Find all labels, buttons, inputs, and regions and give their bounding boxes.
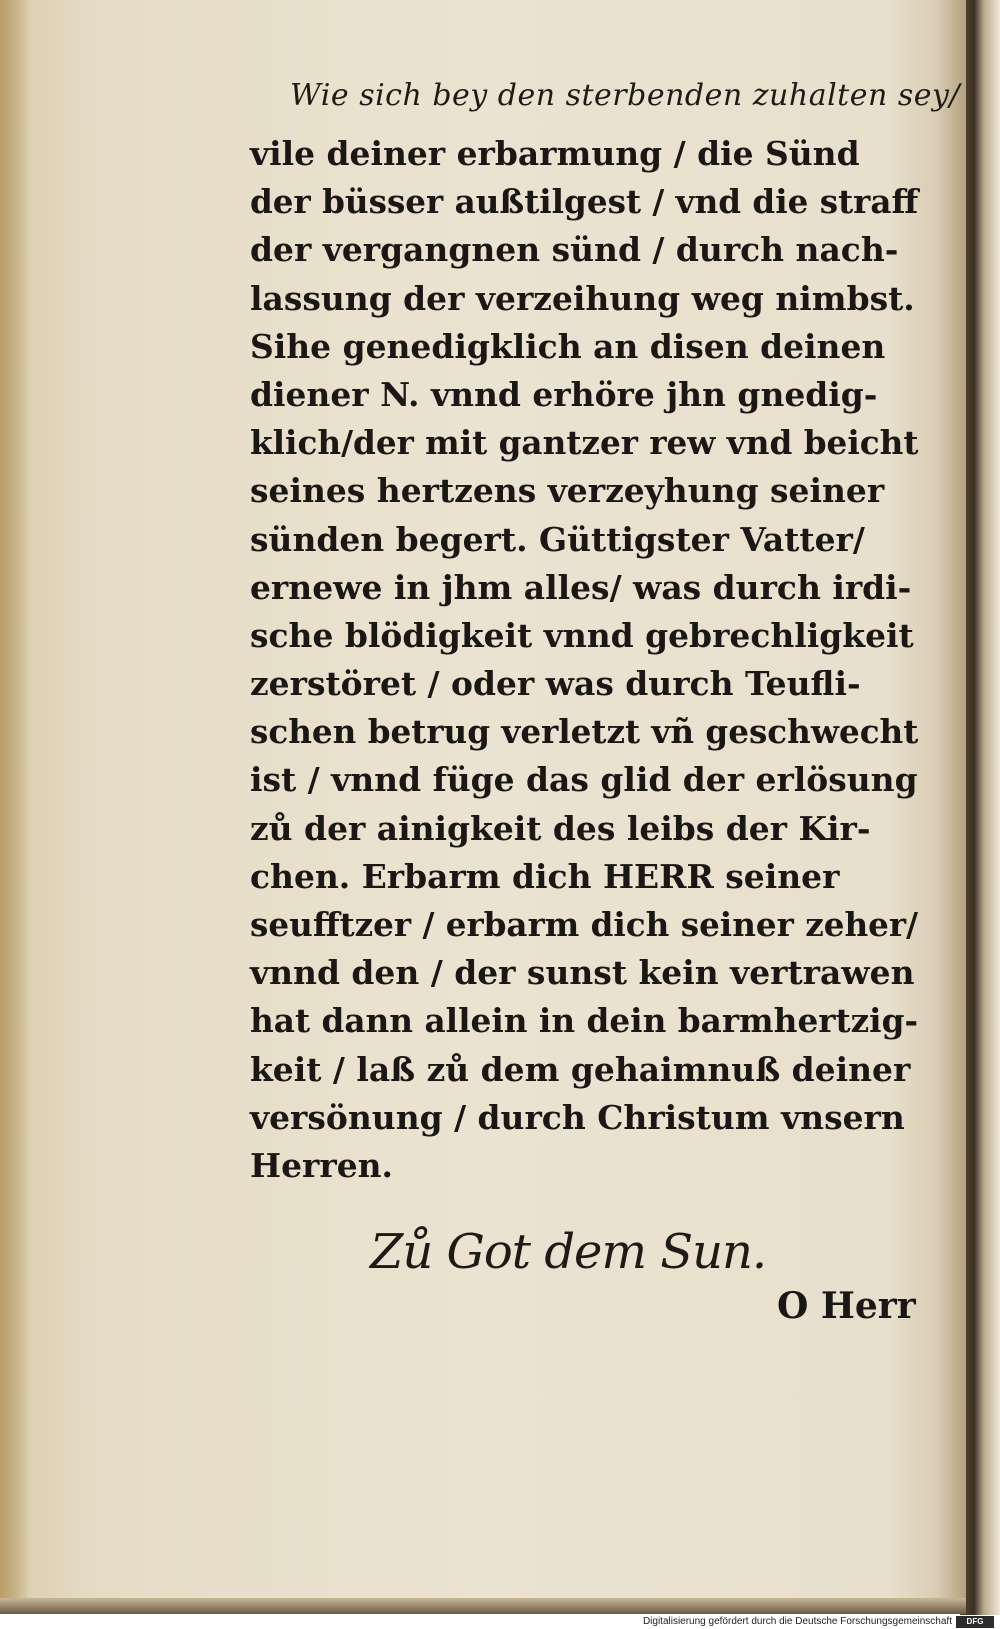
body-line: diener N. vnnd erhöre jhn gnedig- — [250, 374, 878, 414]
body-line: zů der ainigkeit des leibs der Kir- — [250, 808, 871, 848]
body-line: zerstöret / oder was durch Teufli- — [250, 664, 861, 704]
body-line: klich/der mit gantzer rew vnd beicht — [250, 423, 919, 463]
body-line: sche blödigkeit vnnd gebrechligkeit — [250, 615, 914, 655]
body-line: vile deiner erbarmung / die Sünd — [250, 134, 860, 173]
footer-credit: Digitalisierung gefördert durch die Deutsche Forschungsgemeinschaft — [642, 1616, 952, 1627]
body-line: hat dann allein in dein barmhertzig- — [250, 1001, 919, 1041]
body-line: schen betrug verletzt vñ geschwecht — [250, 712, 919, 752]
body-line: sünden begert. Güttigster Vatter/ — [250, 519, 865, 559]
body-line: lassung der verzeihung weg nimbst. — [250, 278, 915, 318]
body-line: der büsser außtilgest / vnd die straff — [250, 182, 919, 222]
book-edge — [960, 0, 1000, 1615]
section-heading: Zů Got dem Sun. — [370, 1224, 767, 1280]
body-line: seufftzer / erbarm dich seiner zeher/ — [250, 905, 919, 944]
body-line: ist / vnnd füge das glid der erlösung — [250, 760, 918, 800]
body-line: chen. Erbarm dich HERR seiner — [250, 856, 840, 896]
body-line: Sihe genedigklich an disen deinen — [250, 326, 886, 366]
dfg-logo-icon: DFG — [956, 1616, 994, 1628]
body-line: vnnd den / der sunst kein vertrawen — [250, 953, 915, 993]
body-line: ernewe in jhm alles/ was durch irdi- — [250, 567, 912, 607]
page-bottom-edge — [0, 1598, 966, 1614]
body-line: der vergangnen sünd / durch nach- — [250, 230, 899, 270]
running-head: Wie sich bey den sterbenden zuhalten sey/ — [290, 78, 961, 113]
catchword: O Herr — [777, 1285, 916, 1327]
body-line: versönung / durch Christum vnsern — [250, 1097, 905, 1137]
body-line: keit / laß zů dem gehaimnuß deiner — [250, 1049, 911, 1089]
body-line: seines hertzens verzeyhung seiner — [250, 471, 885, 511]
body-line: Herren. — [250, 1145, 394, 1185]
gutter-shadow — [0, 0, 30, 1605]
body-text — [250, 130, 920, 1190]
